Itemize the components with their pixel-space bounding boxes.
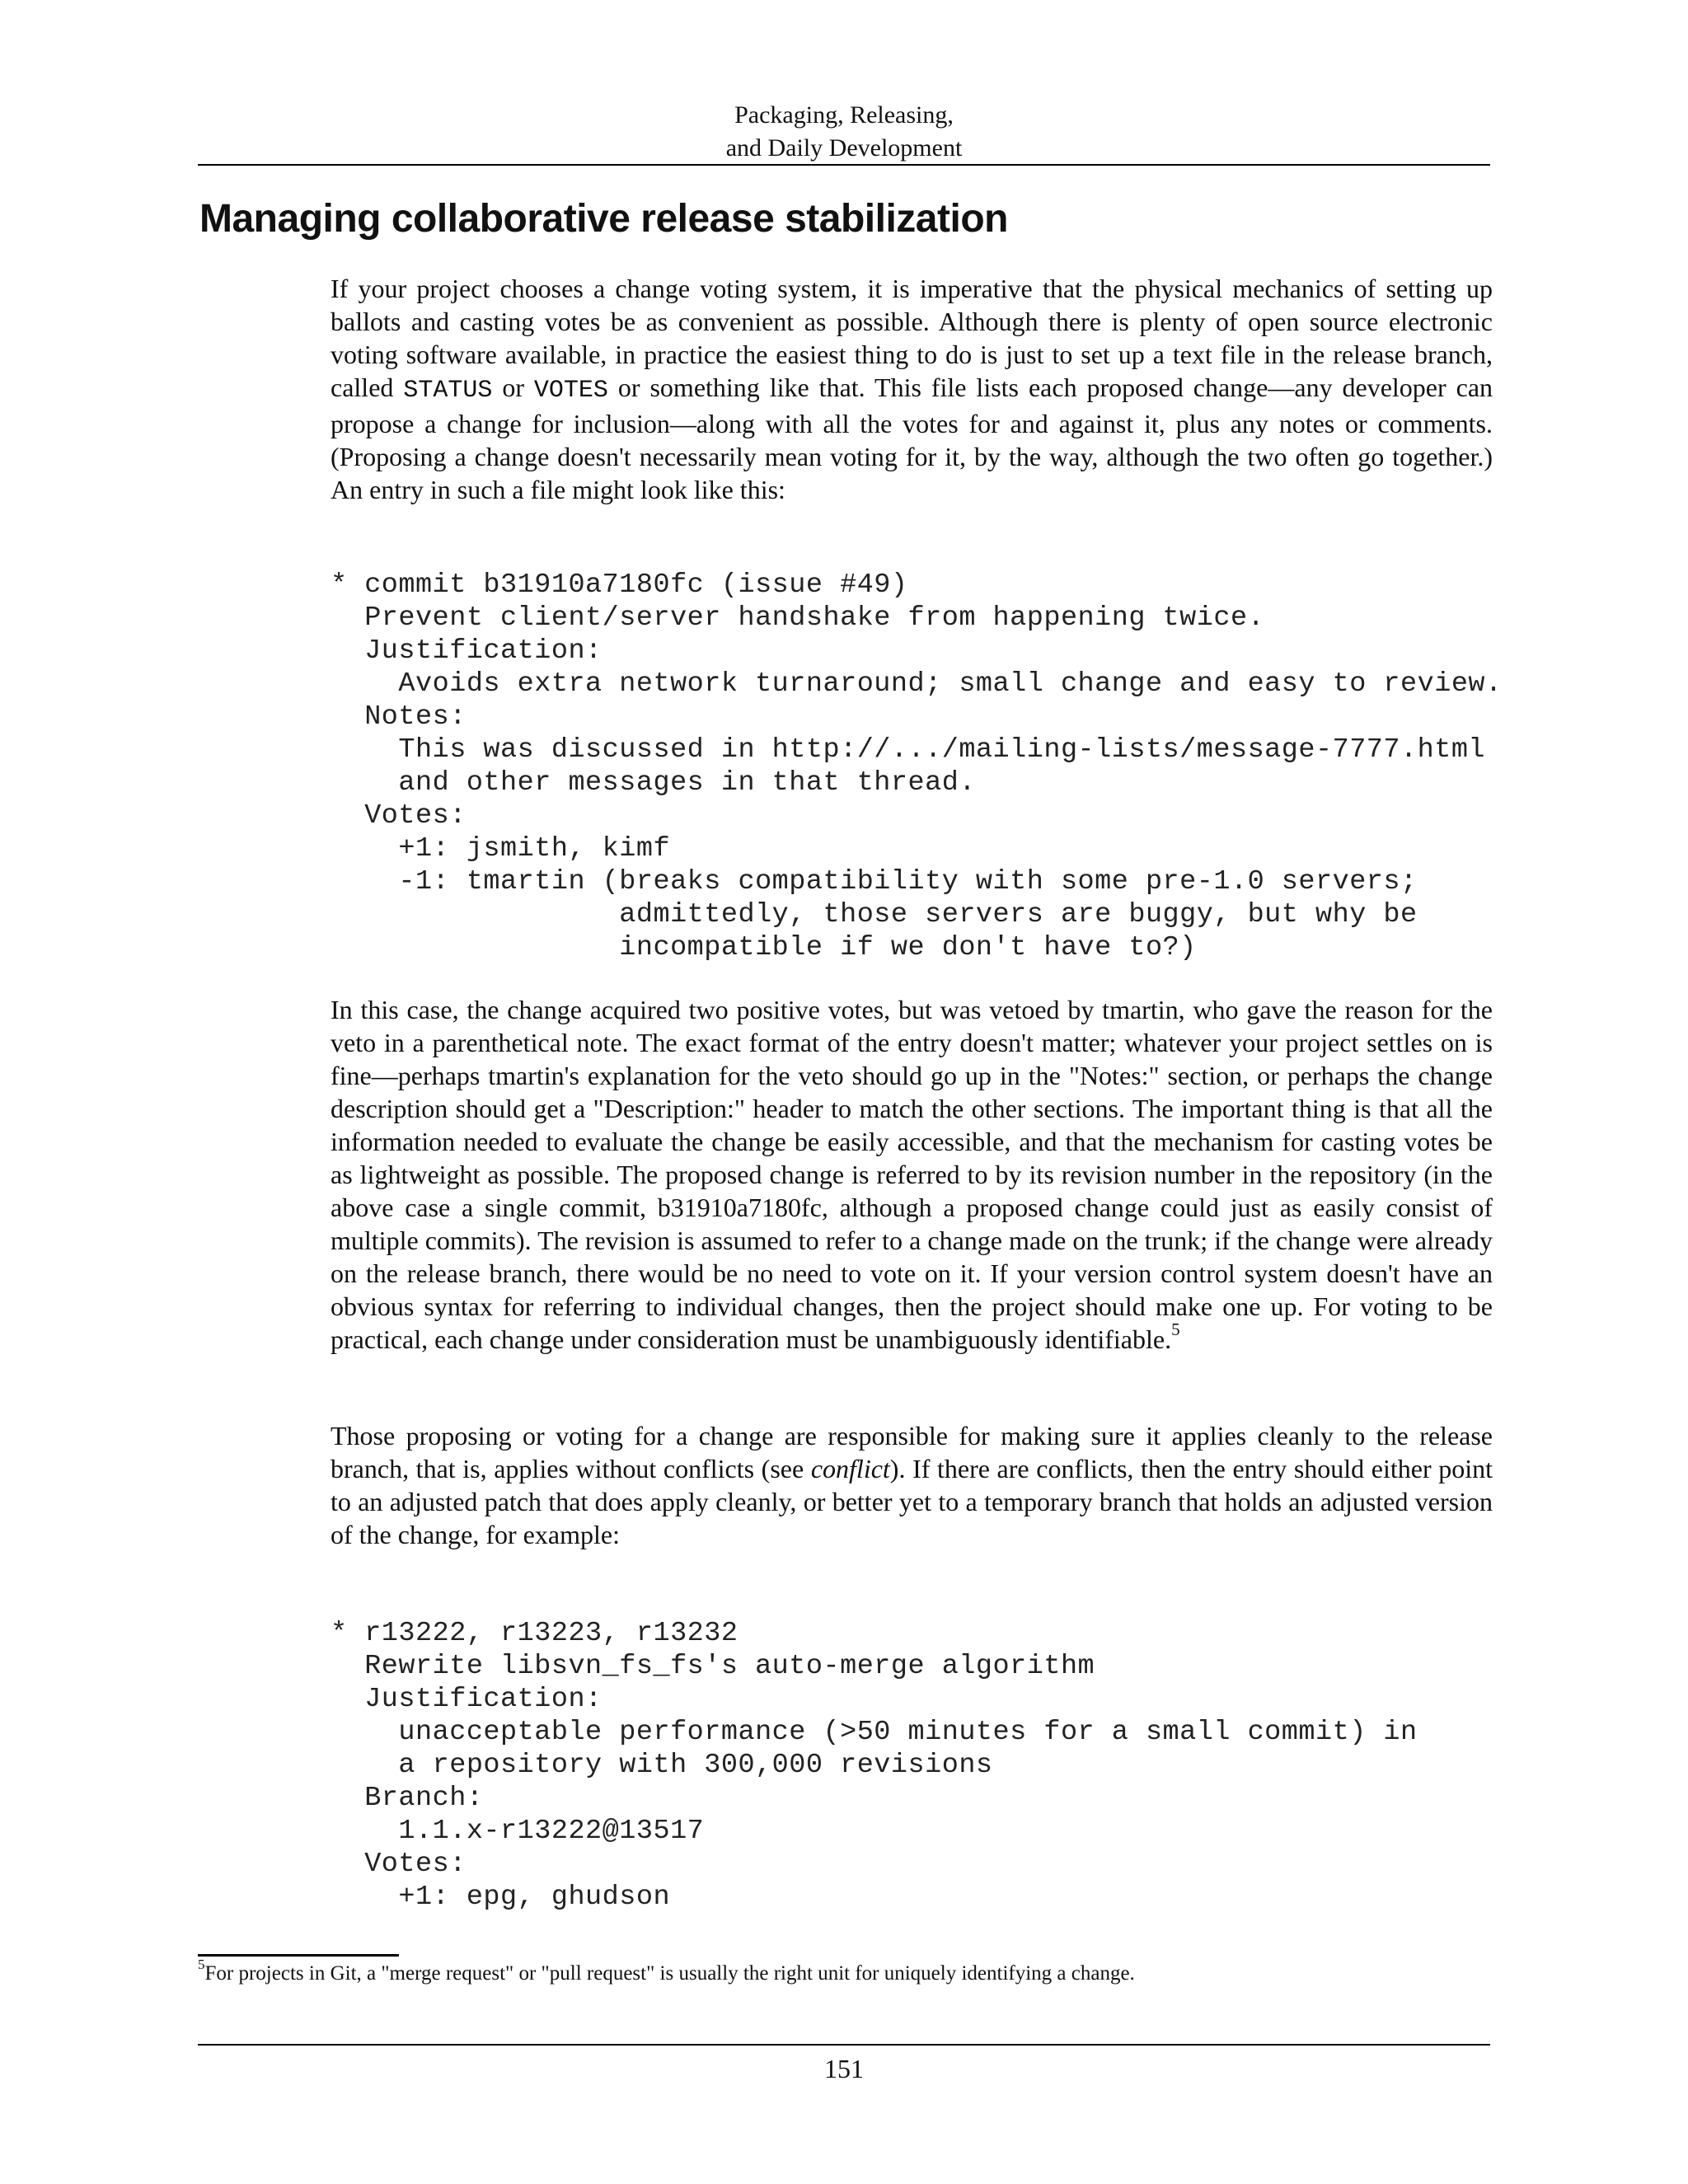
inline-code-votes: VOTES bbox=[533, 377, 608, 405]
paragraph-conflicts-text-1: Those proposing or voting for a change are responsible for making sure it applies cleanly to the release branch, that is, applies without conflicts (see bbox=[331, 1421, 1493, 1483]
paragraph-veto-explanation bbox=[331, 993, 1493, 1356]
footnote bbox=[198, 1956, 1490, 1988]
section-title: Managing collaborative release stabilization bbox=[199, 197, 1008, 241]
conflict-term: conflict bbox=[810, 1454, 890, 1483]
code-example-branch-entry: * r13222, r13223, r13232 Rewrite libsvn_fs_fs's auto-merge algorithm Justification: unacceptable performance (>50 minutes for a small commit) in a repository with 300,000 revisions Branch: 1.1.x-r13222@13517 Votes: +1: epg, ghudson bbox=[331, 1618, 1418, 1913]
paragraph-conflicts-text-2: ). If there are conflicts, then the entry should either point to an adjusted patch that does apply cleanly, or better yet to a temporary branch that holds an adjusted version of the change, for example: bbox=[331, 1454, 1493, 1549]
footnote-text: For projects in Git, a "merge request" or "pull request" is usually the right unit for uniquely identifying a change. bbox=[204, 1962, 1135, 1985]
running-header-line-2: and Daily Development bbox=[725, 134, 963, 162]
running-header bbox=[198, 99, 1490, 165]
footnote-reference: 5 bbox=[1171, 1319, 1180, 1340]
paragraph-veto-text: In this case, the change acquired two positive votes, but was vetoed by tmartin, who gave the reason for the veto in a parenthetical note. The exact format of the entry doesn't matter; whatever your project settles on is fine—perhaps tmartin's explanation for the veto should go up in the "Notes:" section, or perhaps the change description should get a "Description:" header to match the other sections. The important thing is that all the information needed to evaluate the change be easily accessible, and that the mechanism for casting votes be as lightweight as possible. The proposed change is referred to by its revision number in the repository (in the above case a single commit, b31910a7180fc, although a proposed change could just as easily consist of multiple commits). The revision is assumed to refer to a change made on the trunk; if the change were already on the release branch, there would be no need to vote on it. If your version control system doesn't have an obvious syntax for referring to individual changes, then the project should make one up. For voting to be practical, each change under consideration must be unambiguously identifiable. bbox=[331, 995, 1493, 1354]
code-example-status-entry: * commit b31910a7180fc (issue #49) Prevent client/server handshake from happening twice. Justification: Avoids extra network turnaround; small change and easy to review. Notes: This was discussed in http://.../mailing-lists/message-7777.html and other messages in that thread. Votes: +1: jsmith, kimf -1: tmartin (breaks compatibility with some pre-1.0 servers; admittedly, those servers are buggy, but why be incompatible if we don't have to?) bbox=[331, 569, 1503, 963]
paragraph-intro-text-3: or something like that. This file lists each proposed change—any developer can propose a change for inclusion—along with all the votes for and against it, plus any notes or comments. (Proposing a change doesn't necessarily mean voting for it, by the way, although the two often go together.) An entry in such a file might look like this: bbox=[331, 373, 1493, 504]
running-header-line-1: Packaging, Releasing, bbox=[734, 101, 954, 129]
paragraph-intro bbox=[331, 272, 1493, 506]
footnote-rule bbox=[198, 1954, 399, 1957]
page-number: 151 bbox=[824, 2054, 864, 2083]
footer-rule bbox=[198, 2044, 1490, 2046]
inline-code-status: STATUS bbox=[403, 377, 493, 405]
paragraph-intro-text-2: or bbox=[492, 373, 534, 402]
footnote-number: 5 bbox=[198, 1956, 205, 1972]
paragraph-conflicts bbox=[331, 1419, 1493, 1551]
paragraph-intro-text-1: If your project chooses a change voting system, it is imperative that the physical mechanics of setting up ballots and casting votes be as convenient as possible. Although there is plenty of open source electronic voting software available, in practice the easiest thing to do is just to set up a text file in the release branch, called bbox=[331, 274, 1493, 402]
header-rule bbox=[198, 164, 1490, 166]
